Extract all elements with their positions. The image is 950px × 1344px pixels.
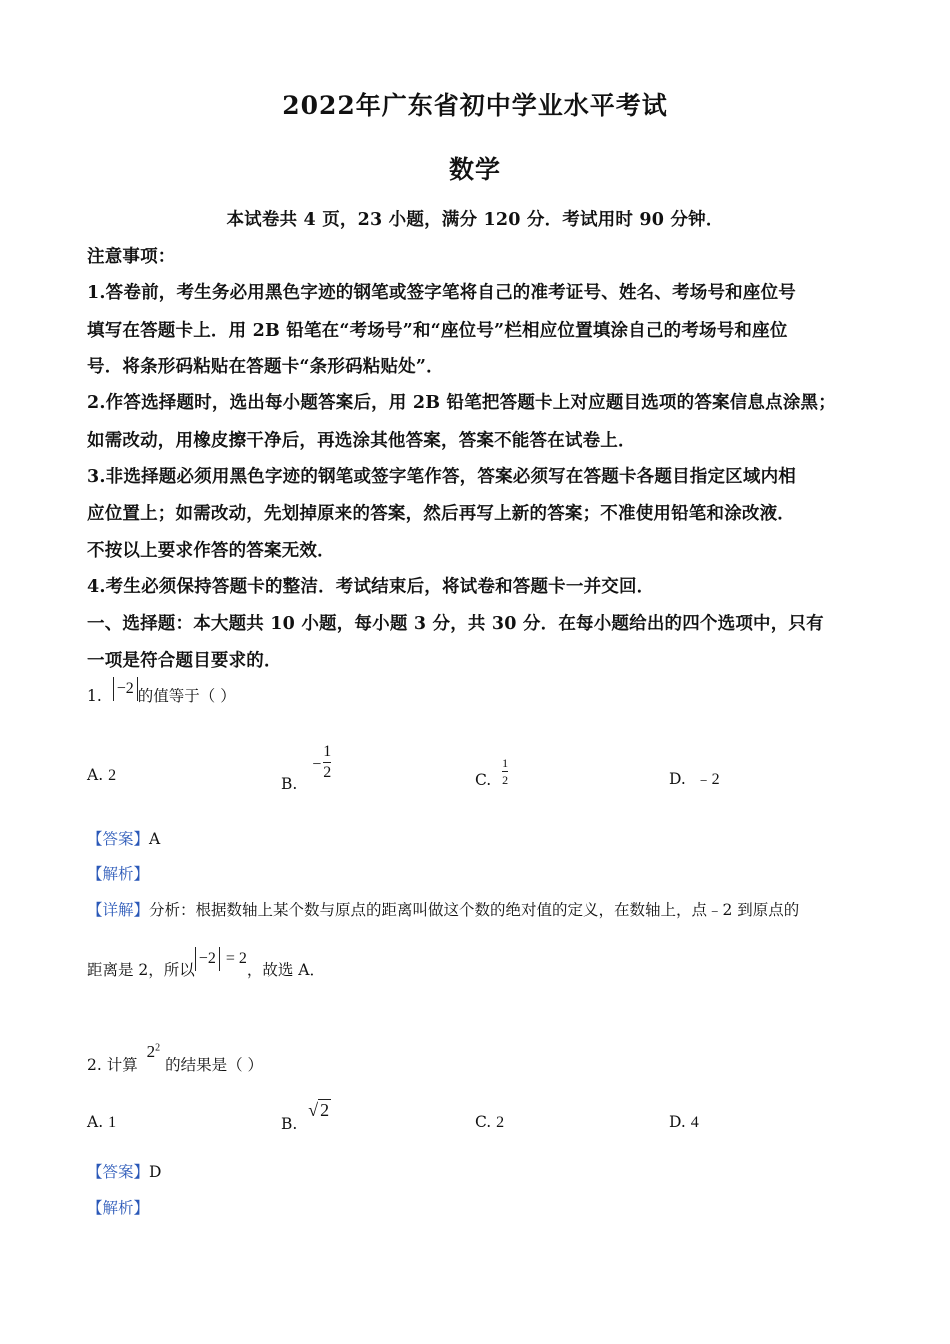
power-expression: $2^2$ [146,1042,161,1061]
answer-tag: 【答案】 [87,1163,150,1181]
notice-line: 号．将条形码粘贴在答题卡“条形码粘贴处”． [87,357,444,377]
question-text: 的结果是（ ） [165,1056,264,1074]
question-text: 的值等于（ ） [137,687,236,705]
notice-line: 4.考生必须保持答题卡的整洁．考试结束后，将试卷和答题卡一并交回． [87,577,655,597]
section-heading-cont: 一项是符合题目要求的． [87,651,282,671]
absolute-value-expression: −2 [113,677,138,701]
option-c: C. 2 [475,1113,505,1131]
option-a: A. 2 [87,766,117,784]
question-number: 2. 计算 [87,1056,138,1074]
option-d: D. 4 [669,1113,699,1131]
notice-line: 填写在答题卡上．用 2B 铅笔在“考场号”和“座位号”栏相应位置填涂自己的考场号和座位 [87,321,788,341]
detail-tag: 【详解】 [87,901,150,919]
subject-title: 数学 [448,155,501,184]
detail-line-2: 距离是 2，所以−2 = 2，故选 A． [87,946,325,971]
question-number: 1. [87,687,102,705]
notice-line: 2.作答选择题时，选出每小题答案后，用 2B 铅笔把答题卡上对应题目选项的答案信息点涂黑； [87,393,836,413]
option-c: C. $\frac{1}{2}$ [475,756,509,789]
exam-title: 2022年广东省初中学业水平考试 [282,91,668,120]
answer-value: D [149,1163,162,1181]
square-root-expression: √ 2 [308,1100,330,1120]
answer-tag: 【答案】 [87,830,150,848]
notice-line: 应位置上；如需改动，先划掉原来的答案，然后再写上新的答案；不准使用铅笔和涂改液． [87,504,795,524]
fraction: $\frac{1}{2}$ [502,756,509,787]
section-heading: 一、选择题：本大题共 10 小题，每小题 3 分，共 30 分．在每小题给出的四个选项中，只有 [87,614,824,634]
option-b: B. √ 2 [281,1100,330,1133]
exam-intro: 本试卷共 4 页，23 小题，满分 120 分．考试用时 90 分钟． [226,210,724,230]
detail-line: 【详解】分析：根据数轴上某个数与原点的距离叫做这个数的绝对值的定义，在数轴上，点﹣2 到原点的 [87,901,800,919]
option-b: B. − $\frac{1}{2}$ [281,743,332,793]
notice-line: 3.非选择题必须用黑色字迹的钢笔或签字笔作答，答案必须写在答题卡各题目指定区域内相 [87,467,796,487]
answer-value: A [149,830,161,848]
question-2-stem [87,1040,264,1074]
question-1-stem [87,680,236,709]
fraction: $\frac{1}{2}$ [323,743,332,781]
analysis-tag: 【解析】 [87,1199,150,1217]
notice-heading: 注意事项： [87,247,176,267]
answer-line [87,827,160,849]
option-d: D. ﹣2 [669,770,720,788]
notice-line: 1.答卷前，考生务必用黑色字迹的钢笔或签字笔将自己的准考证号、姓名、考场号和座位号 [87,283,796,303]
absolute-value-expression: −2 [195,947,220,971]
notice-line: 如需改动，用橡皮擦干净后，再选涂其他答案，答案不能答在试卷上． [87,431,636,451]
analysis-tag: 【解析】 [87,865,150,883]
answer-line [87,1160,161,1182]
option-a: A. 1 [87,1113,117,1131]
notice-line: 不按以上要求作答的答案无效． [87,541,335,561]
